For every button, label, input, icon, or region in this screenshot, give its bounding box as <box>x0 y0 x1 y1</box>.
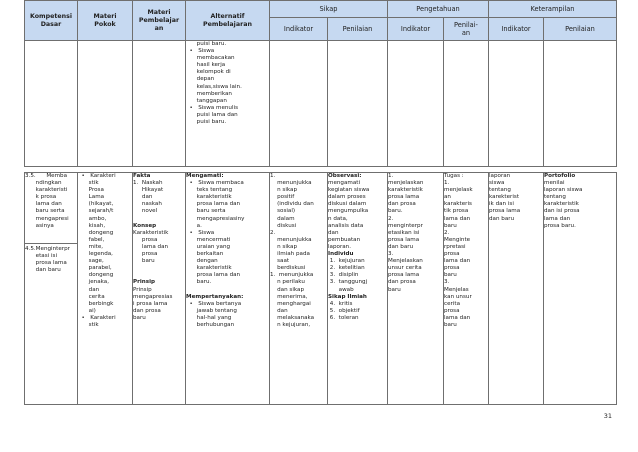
table-row <box>25 173 617 405</box>
alternatif-pembelajaran-text: Mengamati: • Siswa membaca teks tentang karakteristik prosa lama dan baru serta mengapresiasiny a. • Siswa mencermati uraian yang berkaitan dengan karakteristik prosa lama dan baru. Mempertanyakan: • Siswa bertanya jawab tentang hal-hal yang berhubungan <box>186 173 245 328</box>
header-indikator-sikap: Indikator <box>270 18 328 41</box>
cell-alternatif-pembelajaran <box>186 173 270 405</box>
indikator-pengetahuan-text: 1. menjelaskan karakteristik prosa lama dan prosa baru. 2. menginterpr etasikan isi prosa lama dan baru 3. Menjelaskan unsur cerita prosa lama dan prosa baru <box>388 173 424 293</box>
kd-4-5: 4.5.Menginterpr etasi isi prosa lama dan baru <box>25 246 70 274</box>
kd-3-5: 3.5. Memba ndingkan karakteristi k prosa lama dan baru serta mengapresi asinya <box>25 173 78 244</box>
cell-indikator-keterampilan <box>489 173 544 405</box>
header-indikator-keterampilan: Indikator <box>489 18 544 41</box>
cell-empty <box>388 41 444 167</box>
cell-empty <box>25 41 78 167</box>
alternatif-text: puisi baru. • Siswa membacakan hasil kerja kelompok di depan kelas,siswa lain. memberikan tanggapan • Siswa menulis puisi lama dan puisi baru. <box>189 41 242 126</box>
penilaian-pengetahuan-text: Tugas : 1. menjelask an karakteris tik prosa lama dan baru 2. Menginte rpretasi prosa lama dan prosa baru 3. Menjelas kan unsur cerita prosa lama dan baru <box>444 173 473 328</box>
header-keterampilan: Keterampilan <box>489 1 617 18</box>
cell-empty <box>78 41 133 167</box>
cell-indikator-pengetahuan <box>388 173 444 405</box>
cell-materi-pembelajaran <box>133 173 186 405</box>
indikator-sikap-text: 1. menunjukka n sikap positif (individu dan sosial) dalam diskusi 2. menunjukka n sikap ilmiah pada saat berdiskusi 1. menunjukka n perilaku dan sikap menerima, menghargai dan melaksanaka n kejujuran, <box>270 173 315 328</box>
cell-penilaian-keterampilan <box>544 173 617 405</box>
syllabus-table <box>24 0 617 405</box>
header-pengetahuan: Pengetahuan <box>388 1 489 18</box>
cell-empty <box>489 41 544 167</box>
materi-pembelajaran-text: Fakta 1. Naskah Hikayat dan naskah novel Konsep Karakteristik prosa lama dan prosa baru Prinsip Prinsip mengapresias i prosa lama dan prosa baru <box>133 173 173 321</box>
cell-kompetensi-dasar <box>25 173 78 405</box>
penilaian-keterampilan-text: Portofolio menilai laporan siswa tentang karakteristik dan isi prosa lama dan prosa baru. <box>544 173 583 229</box>
header-penilaian-pengetahuan: Penilai- an <box>444 18 489 41</box>
header-alternatif-pembelajaran: Alternatif Pembelajaran <box>186 1 270 41</box>
cell-indikator-sikap <box>270 173 328 405</box>
cell-materi-pokok <box>78 173 133 405</box>
header-materi-pokok: Materi Pokok <box>78 1 133 41</box>
cell-penilaian-sikap <box>328 173 388 405</box>
table-row <box>25 41 617 167</box>
cell-alternatif-continued <box>186 41 270 167</box>
header-kompetensi-dasar: Kompetensi Dasar <box>25 1 78 41</box>
penilaian-sikap-text: Observasi: mengamati kegiatan siswa dalam proses diskusi dalam mengumpulka n data, analisis data dan pembuatan laporan. Individu 1. kejujuran 2. ketelitian 3. disiplin 3. tanggungj awab Sikap Ilmiah 4. kritis 5. objektif 6. toleran <box>328 173 370 321</box>
header-indikator-pengetahuan: Indikator <box>388 18 444 41</box>
indikator-keterampilan-text: laporan siswa tentang karekterist ik dan isi prosa lama dan baru <box>489 173 521 222</box>
cell-empty <box>270 41 328 167</box>
header-materi-pembelajaran: Materi Pembelajar an <box>133 1 186 41</box>
materi-pokok-text: • Karakteri stik Prosa Lama (hikayat, sejarah/t ambo, kisah, dongeng fabel, mite, legenda, sage, parabel, dongeng jenaka, dan cerita berbingk ai) • Karakteri stik <box>81 173 116 328</box>
cell-empty <box>544 41 617 167</box>
cell-empty <box>133 41 186 167</box>
cell-empty <box>444 41 489 167</box>
header-sikap: Sikap <box>270 1 388 18</box>
header-penilaian-keterampilan: Penilaian <box>544 18 617 41</box>
header-penilaian-sikap: Penilaian <box>328 18 388 41</box>
page-number: 31 <box>603 412 612 420</box>
cell-empty <box>328 41 388 167</box>
cell-penilaian-pengetahuan <box>444 173 489 405</box>
